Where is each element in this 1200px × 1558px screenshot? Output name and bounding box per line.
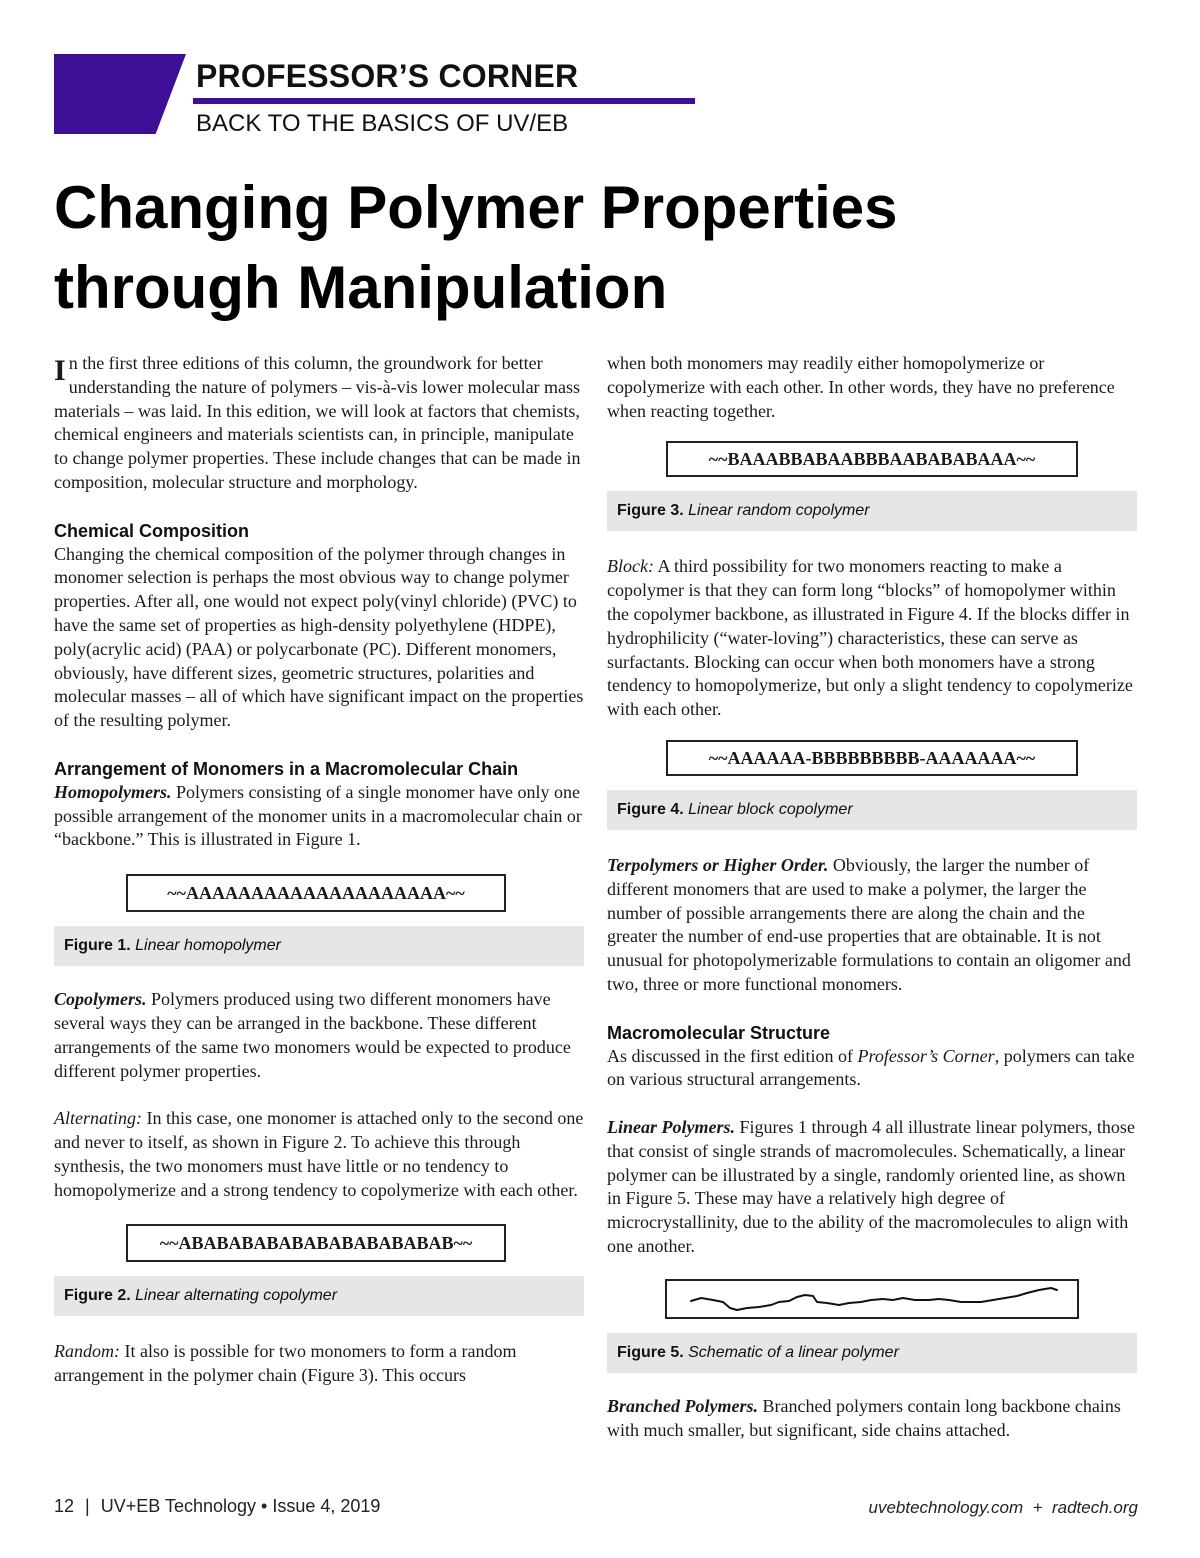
figure-2-sequence: ~~ABABABABABABABABABABAB~~ xyxy=(126,1224,506,1262)
heading-macromolecular-structure: Macromolecular Structure xyxy=(607,1022,831,1043)
intro-paragraph xyxy=(54,352,586,495)
header-accent-block xyxy=(54,54,186,134)
publication-name: UV+EB Technology • Issue 4, 2019 xyxy=(100,1496,381,1516)
figure-5-box xyxy=(665,1279,1079,1319)
drop-cap: I xyxy=(54,354,66,387)
article-title xyxy=(54,168,1154,328)
macro-text-italic: Professor’s Corner xyxy=(857,1045,995,1066)
figure-2-caption xyxy=(54,1276,584,1316)
branched-text: Branched polymers contain long backbone chains with much smaller, but significant, side chains attached. xyxy=(607,1395,1121,1440)
copolymers-lead: Copolymers. xyxy=(54,989,147,1010)
figure-2-label: Figure 2. xyxy=(64,1287,131,1305)
block-paragraph xyxy=(607,555,1139,722)
macro-text-b: , polymers can take on various structural arrangements. xyxy=(607,1045,1135,1090)
figure-1-sequence: ~~AAAAAAAAAAAAAAAAAAAA~~ xyxy=(126,874,506,912)
figure-1-label: Figure 1. xyxy=(64,937,131,955)
linear-polymer-line xyxy=(667,1281,1077,1317)
random-text: It also is possible for two monomers to form a random arrangement in the polymer chain (Figure 3). This occurs xyxy=(54,1341,517,1386)
linear-text: Figures 1 through 4 all illustrate linear polymers, those that consist of single strands of macromolecules. Schematically, a linear polymer can be illustrated by a single, randomly oriented line, as shown in Figure 5. These may have a relatively high degree of microcrystallinity, due to the ability of the macromolecules to align with one another. xyxy=(607,1116,1135,1256)
right-column xyxy=(607,352,1139,1442)
homopolymers-text: Polymers consisting of a single monomer have only one possible arrangement of the monomer units in a macromolecular chain or “backbone.” This is illustrated in Figure 1. xyxy=(54,781,582,850)
figure-5-caption xyxy=(607,1333,1137,1373)
figure-3-label: Figure 3. xyxy=(617,502,684,520)
footer-publication xyxy=(54,1496,380,1517)
terpolymers-paragraph xyxy=(607,854,1139,997)
branched-lead: Branched Polymers. xyxy=(607,1395,758,1416)
random-paragraph xyxy=(54,1340,586,1388)
chemical-composition-paragraph: Changing the chemical composition of the polymer through changes in monomer selection is perhaps the most obvious way to change polymer properties. After all, one would not expect poly(vinyl chloride) (PVC) to have the same set of properties as high-density polyethylene (HDPE), poly(acrylic acid) (PAA) or polycarbonate (PC). Different monomers, obviously, have different sizes, geometric structures, polarities and molecular masses – all of which have significant impact on the properties of the resulting polymer. xyxy=(54,543,584,731)
figure-3-caption xyxy=(607,491,1137,531)
figure-1-caption xyxy=(54,926,584,966)
figure-4-caption-text: Linear block copolymer xyxy=(683,800,853,818)
figure-4-sequence: ~~AAAAAA-BBBBBBBBB-AAAAAAA~~ xyxy=(666,740,1078,776)
figure-3-sequence: ~~BAAABBABAABBBAABABABAAA~~ xyxy=(666,441,1078,477)
figure-4-label: Figure 4. xyxy=(617,800,684,818)
terpolymers-lead: Terpolymers or Higher Order. xyxy=(607,854,829,875)
heading-chemical-composition: Chemical Composition xyxy=(54,520,250,541)
alternating-paragraph xyxy=(54,1107,586,1202)
figure-4-caption xyxy=(607,790,1137,830)
linear-lead: Linear Polymers. xyxy=(607,1116,735,1137)
figure-5-caption-text: Schematic of a linear polymer xyxy=(683,1343,899,1361)
section-subkicker: BACK TO THE BASICS OF UV/EB xyxy=(196,110,569,137)
homopolymers-paragraph xyxy=(54,781,586,852)
alternating-text: In this case, one monomer is attached only to the second one and never to itself, as shown in Figure 2. To achieve this through synthesis, the two monomers must have little or no tendency to homopolymerize and a strong tendency to copolymerize with each other. xyxy=(54,1108,584,1200)
branched-paragraph xyxy=(607,1395,1139,1443)
random-lead: Random: xyxy=(54,1341,120,1362)
macro-text-a: As discussed in the first edition of xyxy=(607,1045,858,1066)
macro-paragraph xyxy=(607,1045,1139,1093)
copolymers-paragraph xyxy=(54,988,586,1083)
title-line-2: through Manipulation xyxy=(54,254,668,321)
figure-1-caption-text: Linear homopolymer xyxy=(130,937,281,955)
intro-text: n the first three editions of this column, the groundwork for better understanding the nature of polymers – vis-à-vis lower molecular mass materials – was laid. In this edition, we will look at factors that chemists, chemical engineers and materials scientists can, in principle, manipulate to change polymer properties. These include changes that can be made in composition, molecular structure and morphology. xyxy=(54,353,581,492)
figure-3-caption-text: Linear random copolymer xyxy=(683,502,870,520)
page-number: 12 xyxy=(54,1496,75,1516)
block-lead: Block: xyxy=(607,556,654,577)
copolymers-text: Polymers produced using two different monomers have several ways they can be arranged in the backbone. These different arrangements of the same two monomers would be expected to produce different polymer properties. xyxy=(54,989,571,1081)
heading-arrangement: Arrangement of Monomers in a Macromolecular Chain xyxy=(54,758,519,779)
kicker-rule xyxy=(193,98,695,104)
section-kicker: PROFESSOR’S CORNER xyxy=(196,58,579,94)
block-text: A third possibility for two monomers reacting to make a copolymer is that they can form long “blocks” of homopolymer within the copolymer backbone, as illustrated in Figure 4. If the blocks differ in hydrophilicity (“water-loving”) characteristics, these can serve as surfactants. Blocking can occur when both monomers have a strong tendency to homopolymerize, but only a slight tendency to copolymerize with each other. xyxy=(607,556,1133,720)
alternating-lead: Alternating: xyxy=(54,1108,142,1129)
footer-websites: uvebtechnology.com + radtech.org xyxy=(868,1498,1138,1517)
footer-separator: | xyxy=(85,1496,90,1516)
random-continuation: when both monomers may readily either homopolymerize or copolymerize with each other. In other words, they have no preference when reacting together. xyxy=(607,353,1115,421)
figure-2-caption-text: Linear alternating copolymer xyxy=(130,1287,338,1305)
linear-paragraph xyxy=(607,1116,1139,1259)
figure-5-label: Figure 5. xyxy=(617,1343,684,1361)
left-column xyxy=(54,352,586,1388)
terpolymers-text: Obviously, the larger the number of different monomers that are used to make a polymer, the larger the number of possible arrangements there are along the chain and the greater the number of end-use properties that are obtainable. It is not unusual for photopolymerizable formulations to contain an oligomer and two, three or more functional monomers. xyxy=(607,854,1131,994)
title-line-1: Changing Polymer Properties xyxy=(54,174,898,241)
homopolymers-lead: Homopolymers. xyxy=(54,781,172,802)
